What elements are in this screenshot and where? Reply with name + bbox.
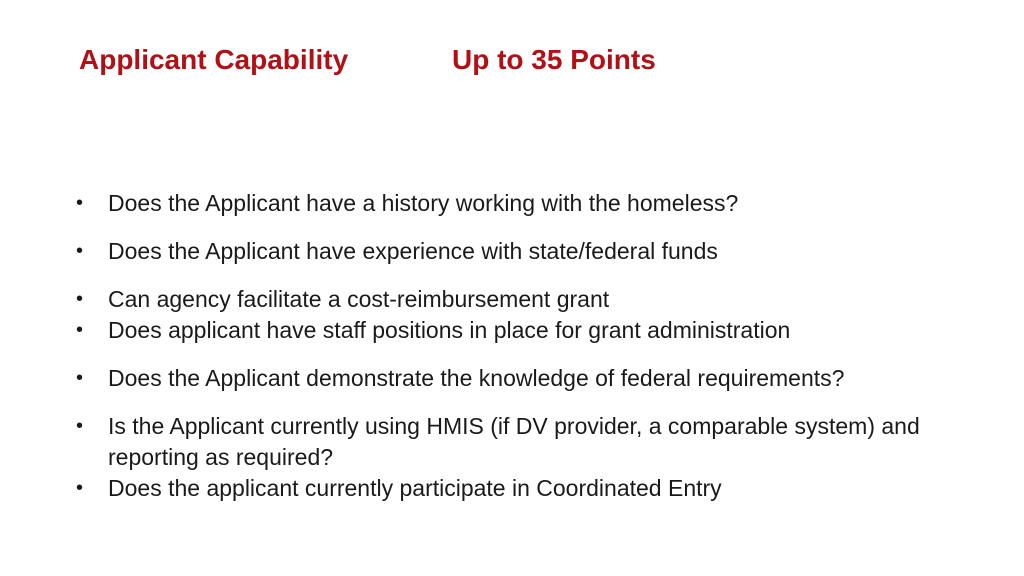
bullet-icon: • [76,192,84,214]
bullet-list [74,188,974,504]
points-label: Up to 35 Points [452,44,656,75]
bullet-item-hmis [74,411,974,473]
bullet-item-coordinated-entry [74,473,974,504]
bullet-icon: • [76,415,84,437]
bullet-item-staff-positions [74,315,974,346]
bullet-text: Can agency facilitate a cost-reimbursement grant [108,286,610,312]
bullet-text: Does the Applicant demonstrate the knowledge of federal requirements? [108,365,845,391]
bullet-text: Is the Applicant currently using HMIS (if DV provider, a comparable system) and reporting as required? [108,413,920,470]
bullet-icon: • [76,288,84,310]
bullet-text: Does the applicant currently participate in Coordinated Entry [108,475,722,501]
slide-title: Applicant Capability [79,44,349,75]
bullet-text: Does applicant have staff positions in place for grant administration [108,317,791,343]
bullet-item-cost-reimbursement [74,284,974,315]
bullet-text: Does the Applicant have experience with state/federal funds [108,238,718,264]
bullet-item-funds-experience [74,236,974,267]
bullet-icon: • [76,240,84,262]
bullet-icon: • [76,319,84,341]
bullet-item-homeless-history [74,188,974,219]
bullet-icon: • [76,367,84,389]
bullet-item-federal-requirements [74,363,974,394]
bullet-text: Does the Applicant have a history working with the homeless? [108,190,739,216]
bullet-icon: • [76,477,84,499]
